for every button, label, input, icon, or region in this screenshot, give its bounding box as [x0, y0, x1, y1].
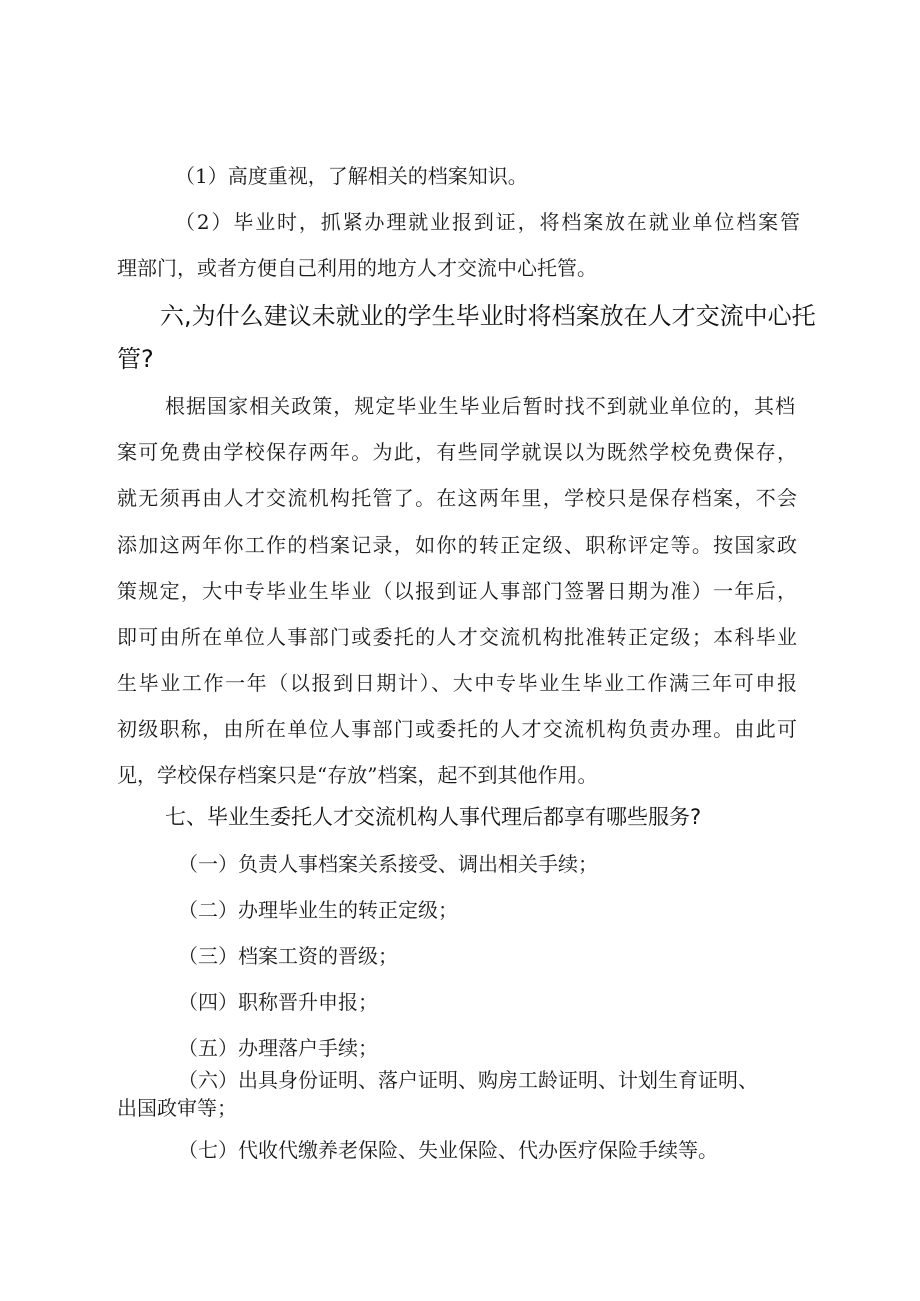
section6-body-line: 生毕业工作一年（以报到日期计）、大中专毕业生毕业工作满三年可申报: [117, 671, 797, 695]
section6-body-line: 即可由所在单位人事部门或委托的人才交流机构批准转正定级；本科毕业: [117, 625, 797, 649]
section7-item: （六）出具身份证明、落户证明、购房工龄证明、计划生育证明、: [178, 1068, 758, 1092]
section6-body-line: 初级职称，由所在单位人事部门或委托的人才交流机构负责办理。由此可: [117, 717, 797, 741]
section6-title-line2: 管?: [117, 345, 154, 373]
section6-body-line: 添加这两年你工作的档案记录，如你的转正定级、职称评定等。按国家政: [117, 533, 797, 557]
section7-item: （一）负责人事档案关系接受、调出相关手续；: [178, 852, 598, 876]
section7-item: （七）代收代缴养老保险、失业保险、代办医疗保险手续等。: [178, 1138, 718, 1162]
section6-body-line: 策规定，大中专毕业生毕业（以报到证人事部门签署日期为准）一年后，: [117, 579, 797, 603]
section7-title: 七、毕业生委托人才交流机构人事代理后都享有哪些服务?: [165, 805, 702, 829]
section6-body-line: 根据国家相关政策，规定毕业生毕业后暂时找不到就业单位的，其档: [165, 394, 795, 418]
section6-body-line: 就无须再由人才交流机构托管了。在这两年里，学校只是保存档案，不会: [117, 486, 797, 510]
intro-item-1: （1）高度重视，了解相关的档案知识。: [175, 164, 528, 188]
intro-item-2: （2）毕业时，抓紧办理就业报到证，将档案放在就业单位档案管: [175, 210, 800, 234]
intro-item-2-continued: 理部门，或者方便自己利用的地方人才交流中心托管。: [117, 256, 597, 280]
section7-item: （四）职称晋升申报；: [178, 990, 378, 1014]
section6-body-line: 见，学校保存档案只是“存放”档案，起不到其他作用。: [117, 763, 598, 787]
section7-item: （三）档案工资的晋级；: [178, 944, 398, 968]
section7-item: （二）办理毕业生的转正定级；: [178, 898, 458, 922]
section7-item-continued: 出国政审等；: [117, 1096, 237, 1120]
section7-item: （五）办理落户手续；: [178, 1036, 378, 1060]
section6-title-line1: 六,为什么建议未就业的学生毕业时将档案放在人才交流中心托: [160, 302, 816, 330]
section6-body-line: 案可免费由学校保存两年。为此，有些同学就误以为既然学校免费保存，: [117, 440, 797, 464]
